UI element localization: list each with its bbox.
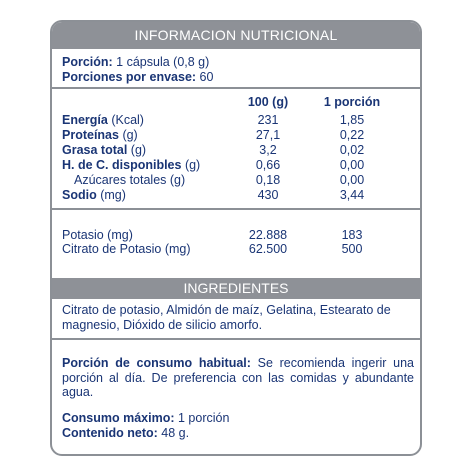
net-content-label: Contenido neto:	[62, 426, 158, 440]
portions-per-container-label: Porciones por envase:	[62, 70, 197, 84]
nutrient-value-portion: 3,44	[339, 188, 365, 202]
net-content-value: 48 g.	[157, 426, 190, 440]
nutrient-value-100g: 430	[257, 188, 279, 202]
nutrient-value-portion: 0,00	[339, 173, 365, 187]
nutrient-row-label: Proteínas (g)	[62, 128, 138, 142]
mineral-row-label: Citrato de Potasio (mg)	[62, 242, 191, 256]
nutrient-row-label: Sodio (mg)	[62, 188, 126, 202]
portions-per-container-line	[62, 70, 213, 84]
nutrition-label-panel	[50, 20, 422, 456]
portions-per-container-value: 60	[196, 70, 214, 84]
column-header-portion: 1 porción	[323, 95, 381, 109]
nutrient-value-portion: 0,22	[339, 128, 365, 142]
mineral-value-portion: 500	[341, 242, 363, 256]
nutrient-value-portion: 1,85	[339, 113, 365, 127]
nutrient-value-portion: 0,00	[339, 158, 365, 172]
ingredients-header: INGREDIENTES	[52, 278, 420, 299]
nutrient-value-100g: 231	[257, 113, 279, 127]
nutrient-value-portion: 0,02	[339, 143, 365, 157]
max-consumption-line	[62, 411, 229, 425]
mineral-value-100g: 22.888	[248, 228, 288, 242]
nutrient-value-100g: 27,1	[255, 128, 281, 142]
nutrient-row-label: H. de C. disponibles (g)	[62, 158, 201, 172]
nutrient-row-label: Grasa total (g)	[62, 143, 147, 157]
habitual-consumption-text: Porción de consumo habitual: Se recomienda ingerir una porción al día. De preferencia con las comidas y abundante agua.	[62, 356, 414, 399]
nutrient-value-100g: 0,18	[255, 173, 281, 187]
portion-label: Porción:	[62, 55, 113, 69]
nutrient-row-label: Energía (Kcal)	[62, 113, 144, 127]
mineral-value-portion: 183	[341, 228, 363, 242]
nutrition-header: INFORMACION NUTRICIONAL	[52, 22, 420, 49]
divider	[52, 208, 420, 210]
nutrient-value-100g: 3,2	[259, 143, 277, 157]
ingredients-text-line: magnesio, Dióxido de silicio amorfo.	[62, 318, 263, 332]
nutrient-row-label: Azúcares totales (g)	[74, 173, 186, 187]
nutrient-value-100g: 0,66	[255, 158, 281, 172]
portion-value: 1 cápsula (0,8 g)	[112, 55, 210, 69]
net-content-line	[62, 426, 189, 440]
mineral-row-label: Potasio (mg)	[62, 228, 133, 242]
max-consumption-value: 1 porción	[174, 411, 230, 425]
max-consumption-label: Consumo máximo:	[62, 411, 175, 425]
column-header-100g: 100 (g)	[247, 95, 289, 109]
portion-line	[62, 55, 209, 69]
divider	[52, 87, 420, 89]
ingredients-text-line: Citrato de potasio, Almidón de maíz, Gelatina, Estearato de	[62, 303, 391, 317]
mineral-value-100g: 62.500	[248, 242, 288, 256]
divider	[52, 338, 420, 340]
